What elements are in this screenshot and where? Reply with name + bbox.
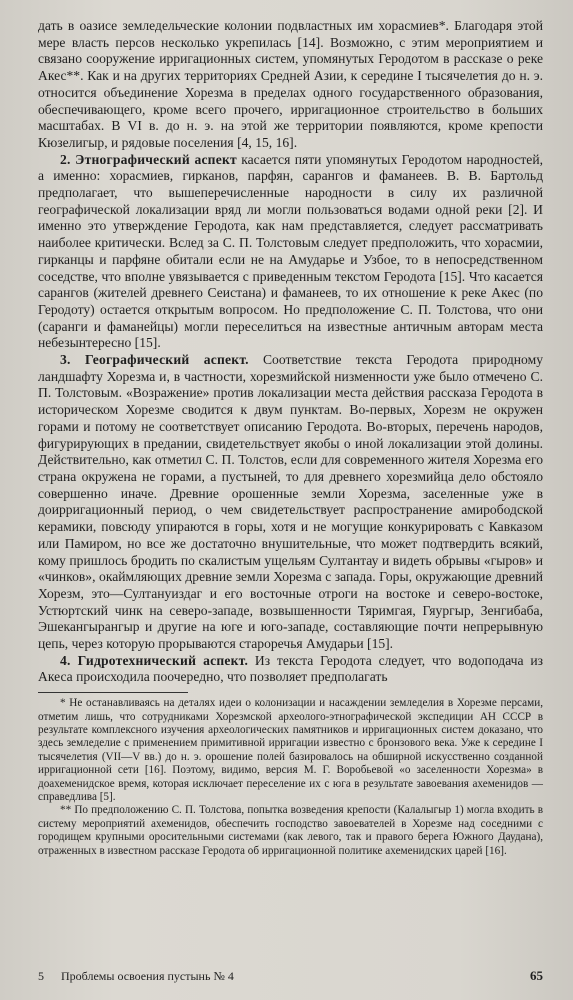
footnote-1: * Не останавливаясь на деталях идеи о колонизации и насаждении земледелия в Хорезме персами, отметим лишь, что сотрудниками Хорезмской археолого-этнографической экспедиции АН СССР в результате комплексного изучения археологических памятников и ирригационных систем доказано, что здесь земледелие с применением примитивной ирригации известно с бронзового века. Уже к середине I тысячелетия (VII—V вв.) до н. э. орошение полей базировалось на обширной искусственно созданной ирригационной сети [16]. Поэтому, видимо, версия М. Г. Воробьевой «о заселенности Хорезма» в доахеменидское время, которая исключает переселение их с юга в результате завоевания ахеменидов — справедлива [5]. [38, 697, 543, 803]
section-heading-geographic: 3. Географический аспект. [60, 352, 249, 368]
footnote-divider [38, 692, 188, 693]
paragraph-2-body: касается пяти упомянутых Геродотом народностей, а именно: хорасмиев, гирканов, парфян, сарангов и фаманеев. В. В. Бартольд предполагает, что вышеперечисленные народности в силу их различной географической локализации вряд ли могли пользоваться водами одной реки [2]. И именно это утверждение Геродота, как нам представляется, следует рассматривать наиболее критически. Вслед за С. П. Толстовым следует предположить, что хорасмии, гирканцы и парфяне обитали если не на Амударье и Узбое, то в непосредственном соседстве, что вполне увязывается с приведенным текстом Геродота [15]. Что касается сарангов (жителей древнего Сеистана) и фаманеев, то их отношение к реке Акес (по Геродоту) остается открытым вопросом. Но предположение С. П. Толстова, что они (саранги и фаманейцы) могли переселиться на известные античным авторам места небезынтересно [15]. [38, 151, 544, 351]
paragraph-3 [38, 352, 543, 653]
paragraph-4-body: Из текста Геродота следует, что водоподача из Акеса происходила поочередно, что позволяет предполагать [38, 652, 543, 685]
section-heading-ethnographic: 2. Этнографический аспект [60, 151, 237, 167]
footnote-2: ** По предположению С. П. Толстова, попытка возведения крепости (Калалыгыр 1) могла входить в систему мероприятий ахеменидов, обеспечить господство завоевателей в Хорезме над соседними с городищем крупными оросительными системами (как левого, так и правого берега Южного Даудана), отраженных в известном рассказе Геродота об ирригационной политике ахеменидских царей [16]. [38, 804, 543, 857]
paragraph-3-body: Соответствие текста Геродота природному ландшафту Хорезма и, в частности, хорезмийской низменности уже было отмечено С. П. Толстовым. «Возражение» против локализации места действия рассказа Геродота в историческом Хорезме сводится к двум пунктам. Во-первых, Хорезм не окружен горами и потому не соответствует описанию Геродота. Во-вторых, перечень народов, фигурирующих в предании, свидетельствует якобы о иной локализации этой долины. Действительно, как отметил С. П. Толстов, если для современного жителя Хорезма его страна окружена не горами, а пустыней, то для древнего хорезмийца дело обстояло совершенно иначе. Древние орошенные земли Хорезма, заселенные уже в доирригационный период, о чем свидетельствует распространение амирободской керамики, повсюду упираются в горы, хотя и не могущие конкурировать с Кавказом или Памиром, но все же достаточно внушительные, что может подтвердить всякий, кому пришлось бродить по скалистым ущельям Султантау и видеть обрывы «гыров» и «чинков», окаймляющих древние земли Хорезма с запада. Горы, окружающие древний Хорезм, это—Султануиздаг и его восточные отроги на востоке и северо-востоке, Устюртский чинк на северо-западе, возвышенности Тяримгая, Гяургыр, Зенгибаба, Эшекангырангыр и другие на юге и юго-западе, составляющие почти непрерывную цепь, через которую прорываются староречья Амударьи [15]. [38, 352, 543, 652]
signature-mark: 5 [38, 969, 44, 983]
page-footer [38, 968, 543, 984]
paragraph-2 [38, 152, 543, 352]
paragraph-4 [38, 653, 543, 686]
main-text [38, 18, 543, 686]
paragraph-1: дать в оазисе земледельческие колонии подвластных им хорасмиев*. Благодаря этой мере власть персов несколько укрепилась [14]. Возможно, с этим мероприятием и связано сооружение ирригационных систем, упомянутых Геродотом в рассказе о реке Акес**. Как и на других территориях Средней Азии, к середине I тысячелетия до н. э. относится объединение Хорезма в пределах одного государственного образования, обеспечивающего, кроме всего прочего, ирригационное строительство в больших масштабах. В VI в. до н. э. на этой же территории появляются, кроме крепости Кюзелигыр, и рядовые поселения [4, 15, 16]. [38, 18, 543, 150]
footer-left [38, 969, 248, 984]
page-number: 65 [530, 968, 543, 983]
journal-title: Проблемы освоения пустынь № 4 [61, 969, 234, 983]
section-heading-hydrotechnical: 4. Гидротехнический аспект. [60, 652, 249, 668]
footnotes [38, 697, 543, 858]
